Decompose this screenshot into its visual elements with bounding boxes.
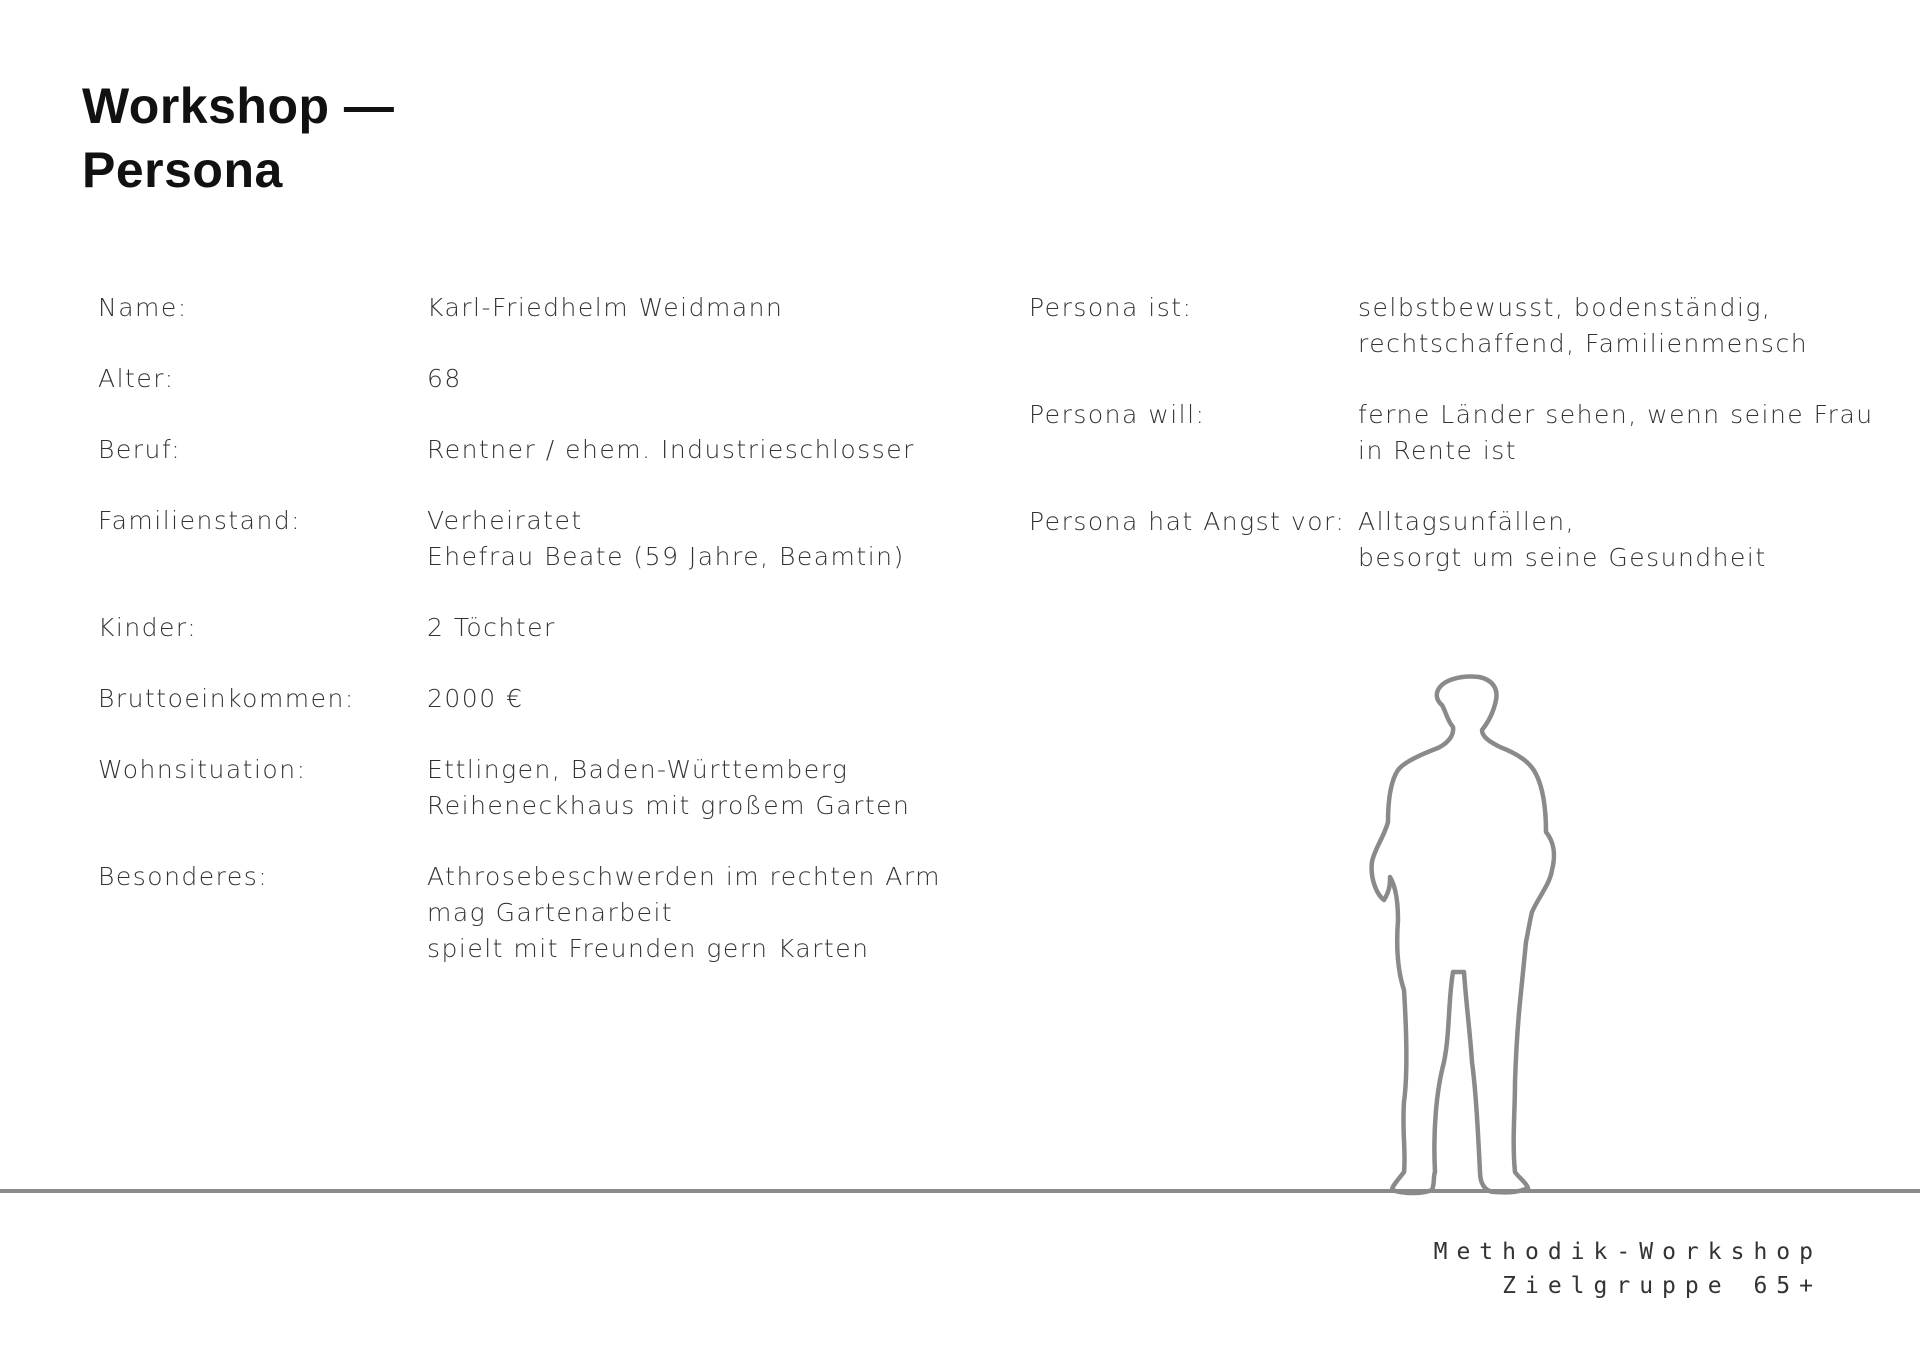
profile-value	[427, 610, 556, 646]
profile-row-special	[98, 859, 941, 967]
profile-row-children	[98, 610, 941, 646]
profile-value-line: 2000 €	[427, 684, 524, 713]
profile-label: Familienstand:	[98, 506, 302, 535]
persona-traits-table	[1029, 290, 1874, 611]
page-title	[82, 74, 394, 202]
profile-value	[427, 859, 941, 967]
profile-value-line: Reiheneckhaus mit großem Garten	[427, 791, 911, 820]
trait-value-line: selbstbewusst, bodenständig,	[1358, 293, 1772, 322]
footer-caption	[1434, 1235, 1822, 1303]
profile-value	[427, 361, 462, 397]
trait-value-line: in Rente ist	[1358, 436, 1518, 465]
profile-value	[427, 290, 783, 326]
profile-row-income	[98, 681, 941, 717]
ground-line	[0, 1189, 1920, 1193]
profile-value-line: Karl-Friedhelm Weidmann	[427, 293, 784, 322]
profile-label: Beruf:	[98, 435, 182, 464]
profile-value-line: mag Gartenarbeit	[427, 898, 674, 927]
persona-silhouette-icon	[1360, 672, 1590, 1197]
profile-label: Name:	[98, 293, 188, 322]
profile-value-line: Verheiratet	[427, 506, 583, 535]
trait-value	[1358, 504, 1767, 576]
trait-value-line: ferne Länder sehen, wenn seine Frau	[1358, 400, 1874, 429]
persona-profile-table	[98, 290, 941, 1002]
profile-row-living-situation	[98, 752, 941, 824]
trait-value-line: rechtschaffend, Familienmensch	[1358, 329, 1809, 358]
page-title-line-1: Workshop —	[82, 78, 395, 134]
trait-row-fears	[1029, 504, 1874, 576]
profile-row-occupation	[98, 432, 941, 468]
profile-row-marital-status	[98, 503, 941, 575]
profile-value-line: spielt mit Freunden gern Karten	[427, 934, 870, 963]
profile-label: Besonderes:	[98, 862, 269, 891]
profile-value	[427, 681, 523, 717]
trait-value	[1358, 397, 1874, 469]
trait-value	[1358, 290, 1808, 362]
profile-value-line: Athrosebeschwerden im rechten Arm	[427, 862, 942, 891]
profile-value	[427, 752, 910, 824]
profile-value-line: Rentner / ehem. Industrieschlosser	[427, 435, 915, 464]
trait-row-wants	[1029, 397, 1874, 469]
trait-row-is	[1029, 290, 1874, 362]
trait-label: Persona ist:	[1029, 293, 1193, 322]
trait-label: Persona hat Angst vor:	[1029, 507, 1346, 536]
profile-value-line: Ettlingen, Baden-Württemberg	[427, 755, 849, 784]
trait-value-line: besorgt um seine Gesundheit	[1358, 543, 1767, 572]
footer-line-1: Methodik-Workshop	[1433, 1239, 1822, 1265]
persona-silhouette-outline	[1372, 677, 1554, 1193]
trait-value-line: Alltagsunfällen,	[1358, 507, 1576, 536]
profile-row-age	[98, 361, 941, 397]
trait-label: Persona will:	[1029, 400, 1206, 429]
profile-value	[427, 503, 905, 575]
profile-value	[427, 432, 915, 468]
page-title-line-2: Persona	[82, 142, 283, 198]
footer-line-2: Zielgruppe 65+	[1502, 1273, 1822, 1299]
profile-value-line: 2 Töchter	[427, 613, 556, 642]
profile-label: Wohnsituation:	[98, 755, 307, 784]
profile-value-line: 68	[427, 364, 462, 393]
profile-label: Alter:	[98, 364, 175, 393]
profile-label: Bruttoeinkommen:	[98, 684, 355, 713]
profile-value-line: Ehefrau Beate (59 Jahre, Beamtin)	[427, 542, 905, 571]
profile-row-name	[98, 290, 941, 326]
profile-label: Kinder:	[98, 613, 198, 642]
